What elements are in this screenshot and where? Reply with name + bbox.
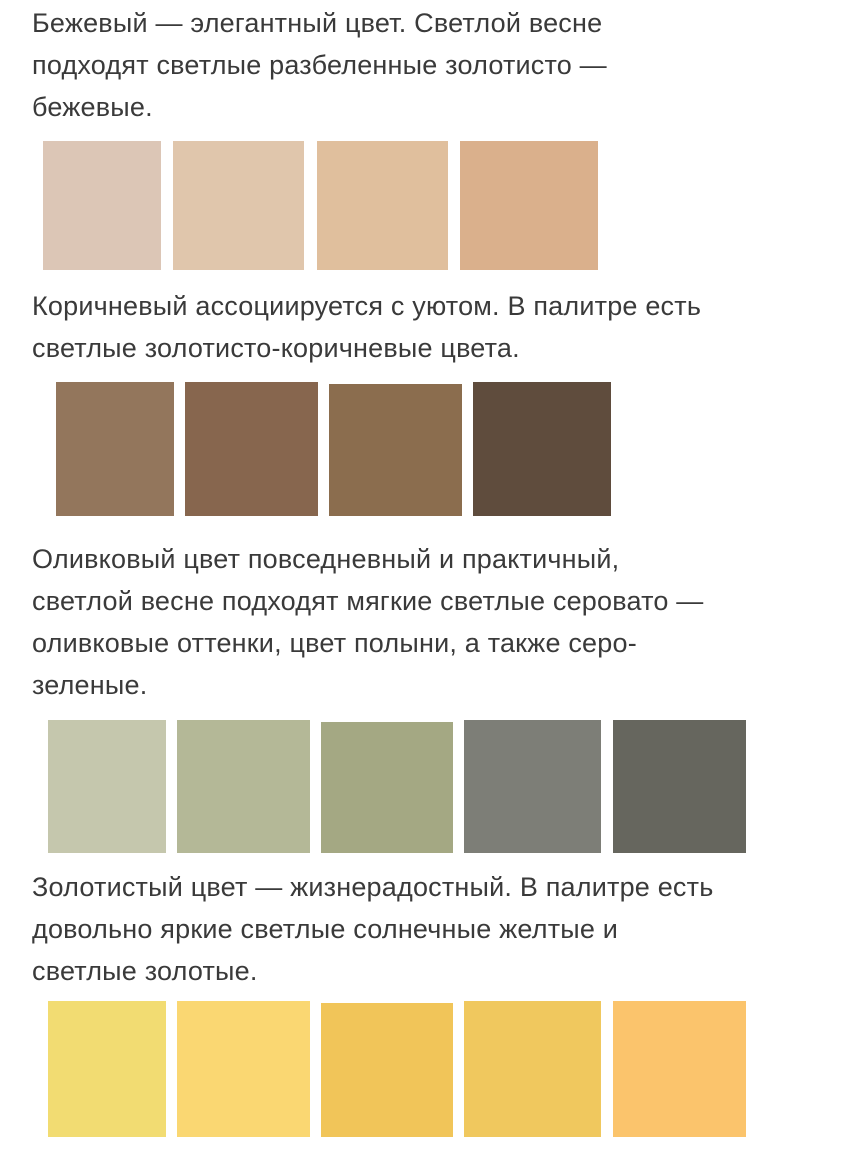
color-swatch (56, 382, 174, 516)
text-line: Бежевый — элегантный цвет. Светлой весне (32, 8, 603, 38)
text-line: светлые золотисто-коричневые цвета. (32, 333, 520, 363)
color-swatch (329, 384, 462, 516)
golden-description (32, 866, 713, 992)
text-line: Золотистый цвет — жизнерадостный. В палитре есть (32, 872, 714, 902)
color-swatch (613, 720, 746, 853)
color-swatch (464, 1001, 601, 1137)
color-swatch (177, 720, 310, 853)
text-line: светлой весне подходят мягкие светлые серовато — (32, 586, 704, 616)
color-swatch (173, 141, 304, 270)
color-swatch (460, 141, 598, 270)
text-line: подходят светлые разбеленные золотисто — (32, 50, 607, 80)
text-line: оливковые оттенки, цвет полыни, а также серо- (32, 628, 637, 658)
olive-description (32, 538, 703, 706)
color-swatch (473, 382, 611, 516)
brown-description (32, 285, 701, 369)
color-swatch (48, 1001, 166, 1137)
text-line: довольно яркие светлые солнечные желтые и (32, 914, 619, 944)
text-line: зеленые. (32, 670, 148, 700)
color-swatch (317, 141, 448, 270)
color-swatch (43, 141, 161, 270)
text-line: Коричневый ассоциируется с уютом. В палитре есть (32, 291, 702, 321)
color-swatch (321, 722, 453, 853)
color-swatch (177, 1001, 310, 1137)
text-line: светлые золотые. (32, 956, 258, 986)
color-swatch (613, 1001, 746, 1137)
color-swatch (464, 720, 601, 853)
color-swatch (185, 382, 318, 516)
text-line: бежевые. (32, 92, 153, 122)
text-line: Оливковый цвет повседневный и практичный, (32, 544, 620, 574)
color-swatch (321, 1003, 453, 1137)
beige-description (32, 2, 607, 128)
color-swatch (48, 720, 166, 853)
